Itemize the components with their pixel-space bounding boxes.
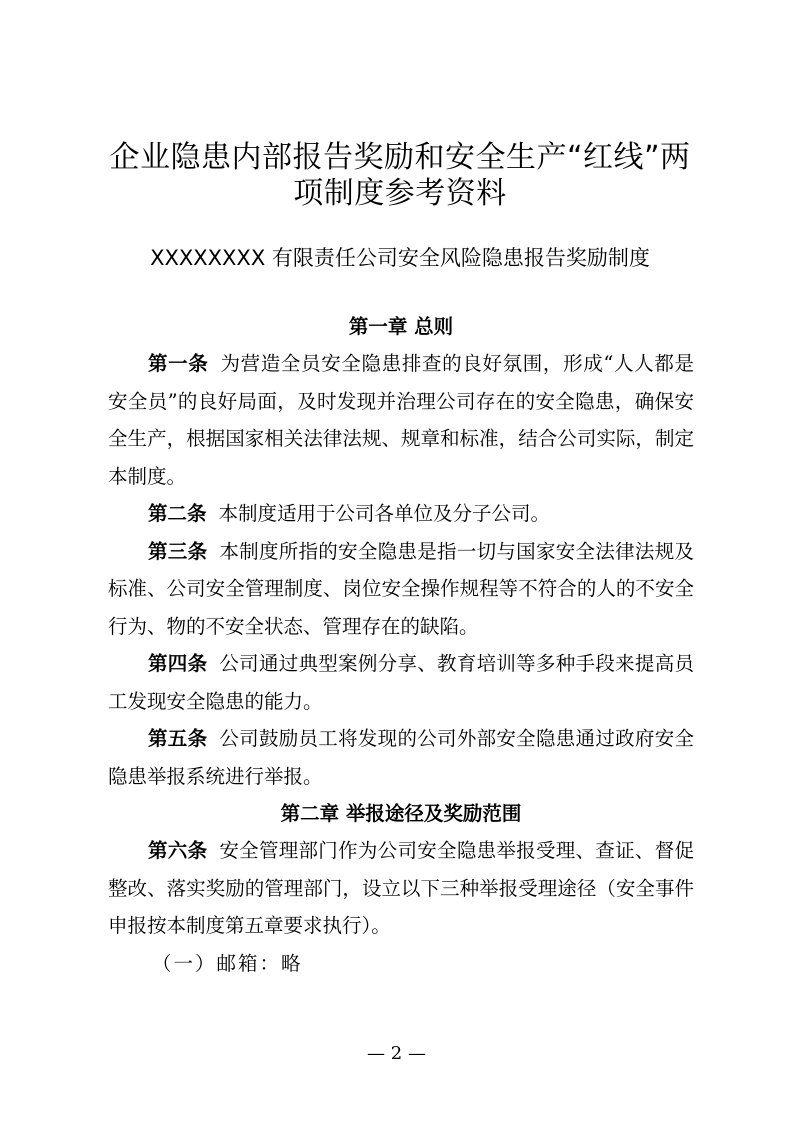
article-2-lead: 第二条: [148, 502, 207, 525]
article-3: [108, 533, 694, 646]
article-5: [108, 720, 694, 795]
chapter-1-heading: 第一章 总则: [348, 315, 454, 338]
article-4: [108, 645, 694, 720]
article-2-text: 本制度适用于公司各单位及分子公司。: [218, 502, 551, 525]
article-5-text: 公司鼓励员工将发现的公司外部安全隐患通过政府安全隐患举报系统进行举报。: [108, 727, 694, 788]
article-6-lead: 第六条: [148, 839, 208, 862]
article-5-lead: 第五条: [148, 727, 208, 750]
title-line-1: 企业隐患内部报告奖励和安全生产“红线”两: [109, 140, 691, 175]
article-4-text: 公司通过典型案例分享、教育培训等多种手段来提高员工发现安全隐患的能力。: [108, 652, 694, 713]
article-6: [108, 832, 694, 945]
article-4-lead: 第四条: [148, 652, 208, 675]
article-2: [108, 495, 694, 533]
list-item-email: （一）邮箱：略: [152, 951, 303, 975]
document-subtitle: XXXXXXXX 有限责任公司安全风险隐患报告奖励制度: [150, 246, 650, 270]
title-line-2: 项制度参考资料: [293, 176, 507, 211]
article-1: [108, 345, 694, 495]
article-1-lead: 第一条: [148, 352, 209, 375]
article-3-text: 本制度所指的安全隐患是指一切与国家安全法律法规及标准、公司安全管理制度、岗位安全操作规程等不符合的人的不安全行为、物的不安全状态、管理存在的缺陷。: [108, 539, 694, 638]
article-3-lead: 第三条: [148, 539, 208, 563]
article-6-text: 安全管理部门作为公司安全隐患举报受理、查证、督促整改、落实奖励的管理部门，设立以下三种举报受理途径（安全事件申报按本制度第五章要求执行）。: [108, 839, 694, 937]
document-body: [108, 308, 694, 982]
document-title: [100, 140, 700, 212]
page-number: — 2 —: [367, 1043, 426, 1064]
article-1-text: 为营造全员安全隐患排查的良好氛围，形成“人人都是安全员”的良好局面，及时发现并治理公司存在的安全隐患，确保安全生产，根据国家相关法律法规、规章和标准，结合公司实际，制定本制度。: [108, 352, 694, 488]
chapter-2-heading: 第二章 举报途径及奖励范围: [280, 802, 522, 825]
